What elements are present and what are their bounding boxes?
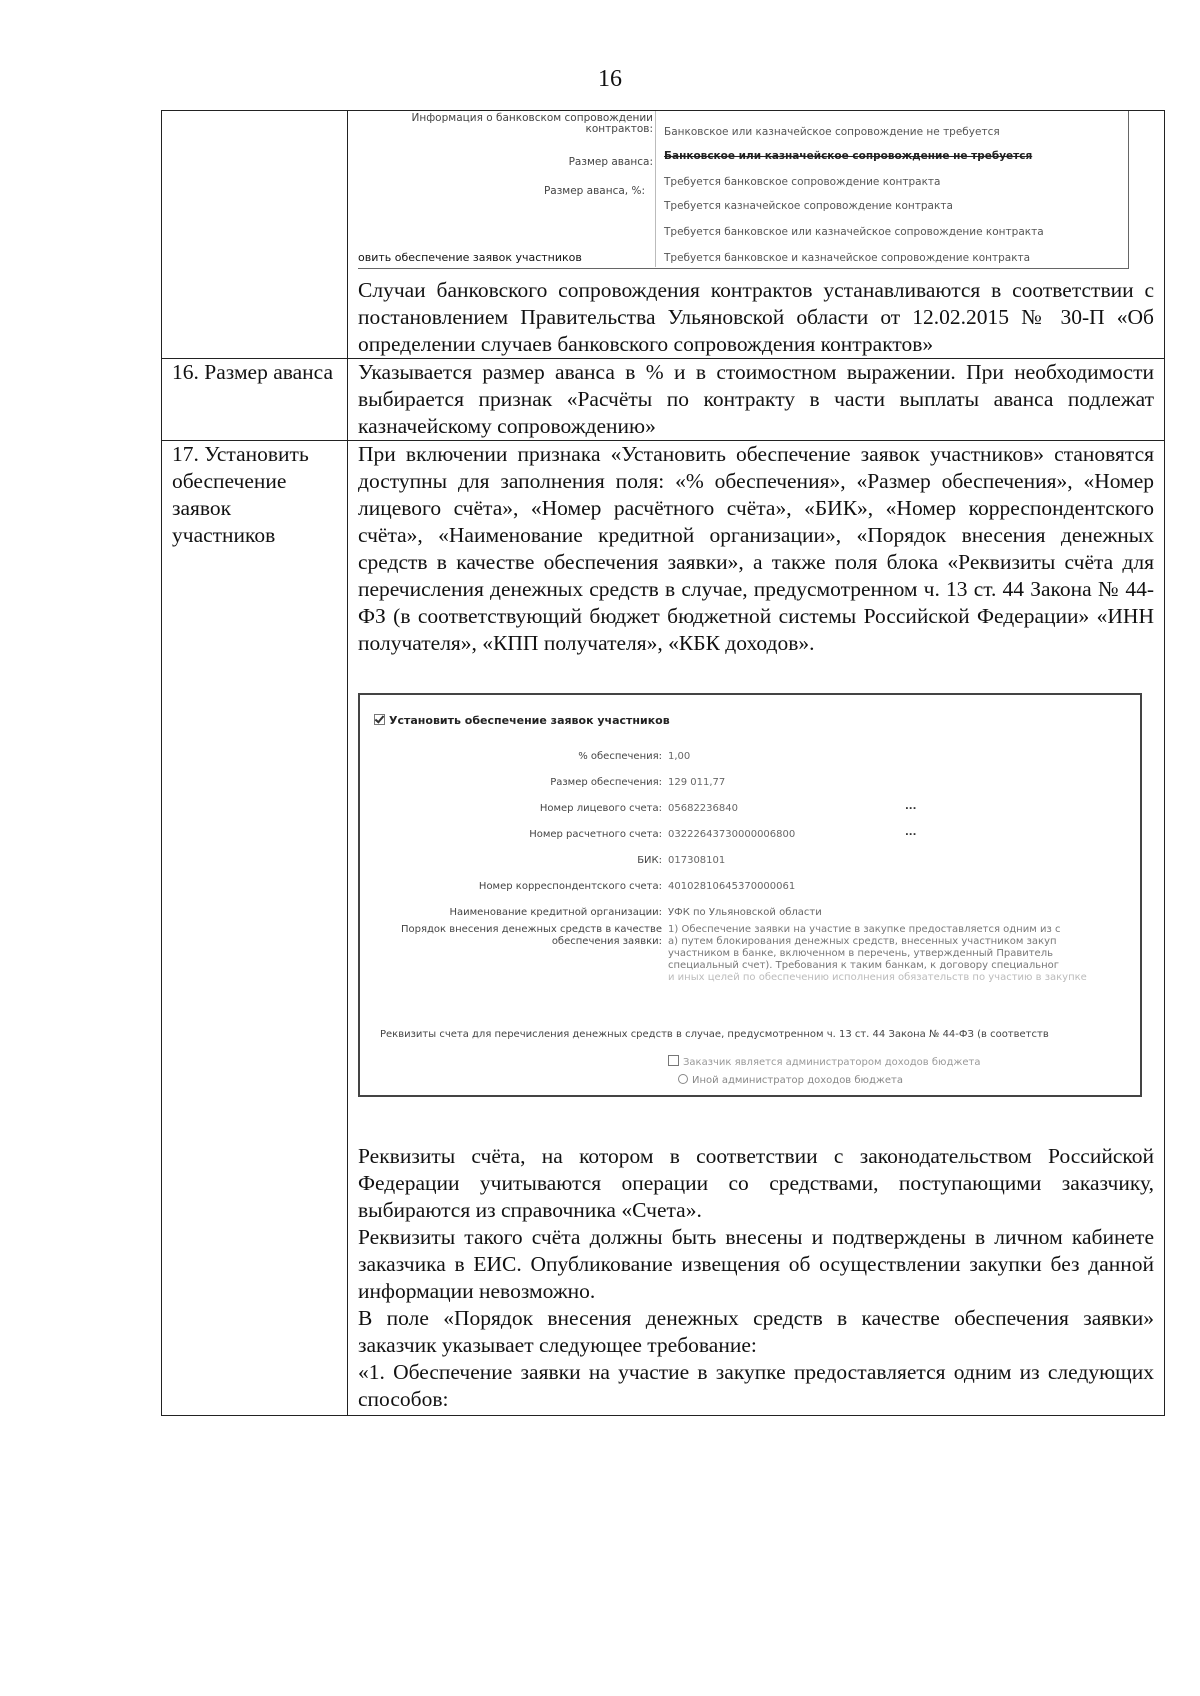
bank-support-screenshot (358, 111, 1154, 271)
radio-icon[interactable] (678, 1074, 688, 1084)
dropdown-option[interactable]: Банковское или казначейское сопровождение не требуется (664, 126, 1000, 138)
security-intro-text: При включении признака «Установить обеспечение заявок участников» становятся доступны для заполнения поля: «% обеспечения», «Размер обеспечения», «Номер лицевого счёта», «Номер расчётного счёта», «БИК», «Номер корреспондентского счёта», «Наименование кредитной организации», «Порядок внесения денежных средств в качестве обеспечения заявки», а также поля блока «Реквизиты счёта для перечисления денежных средств в случае, предусмотренном ч. 13 ст. 44 Закона № 44-ФЗ (в соответствующий бюджет бюджетной системы Российской Федерации» «ИНН получателя», «КПП получателя», «КБК доходов». (358, 442, 1154, 655)
dropdown-option-selected[interactable]: Банковское или казначейское сопровождение не требуется (664, 150, 1033, 162)
row-16-label: 16. Размер аванса (162, 359, 348, 441)
lookup-button[interactable]: ... (905, 801, 917, 812)
field-value[interactable]: 129 011,77 (668, 777, 726, 788)
dropdown-option[interactable]: Требуется банковское и казначейское сопровождение контракта (664, 252, 1031, 264)
bank-support-text: Случаи банковского сопровождения контрактов устанавливаются в соответствии с постановлением Правительства Ульяновской области от 12.02.2015 № 30-П «Об определении случаев банковского сопровождения контрактов» (358, 278, 1154, 356)
order-textarea[interactable] (668, 924, 1142, 984)
advance-percent-label: Размер аванса, %: (543, 185, 645, 197)
order-line: а) путем блокирования денежных средств, внесенных участником закуп (668, 936, 1057, 947)
field-label: Номер расчетного счета: (529, 829, 662, 840)
order-label: Порядок внесения денежных средств в качестве обеспечения заявки: (401, 924, 662, 947)
form-field-row (360, 769, 1140, 788)
para-eis: Реквизиты такого счёта должны быть внесены и подтверждены в личном кабинете заказчика в ЕИС. Опубликование извещения об осуществлении закупки без данной информации невозможно. (358, 1225, 1154, 1303)
security-form-screenshot (358, 693, 1142, 1097)
field-value[interactable]: 40102810645370000061 (668, 881, 796, 892)
advance-size-label: Размер аванса: (568, 156, 653, 168)
field-value[interactable]: 05682236840 (668, 803, 738, 814)
set-security-checkbox-row[interactable] (374, 707, 670, 734)
para-order-field: В поле «Порядок внесения денежных средств в качестве обеспечения заявки» заказчик указывает следующее требование: (358, 1306, 1154, 1357)
row-17-label: 17. Установить обеспечение заявок участников (162, 441, 348, 1416)
lookup-button[interactable]: ... (905, 827, 917, 838)
form-field-row (360, 821, 1140, 840)
order-line: 1) Обеспечение заявки на участие в закупке предоставляется одним из с (668, 924, 1061, 935)
advance-size-text: Указывается размер аванса в % и в стоимостном выражении. При необходимости выбирается признак «Расчёты по контракту в части выплаты аванса подлежат казначейскому сопровождению» (358, 360, 1154, 438)
radio-label: Иной администратор доходов бюджета (692, 1075, 903, 1086)
form-field-row (360, 743, 1140, 762)
bank-support-dropdown[interactable] (655, 111, 1126, 267)
field-label: Наименование кредитной организации: (449, 907, 662, 918)
checkbox-checked-icon[interactable] (374, 714, 385, 725)
field-label: % обеспечения: (578, 751, 662, 762)
para-requirement: «1. Обеспечение заявки на участие в закупке предоставляется одним из следующих способов: (358, 1360, 1154, 1411)
set-security-cut-label: овить обеспечение заявок участников (358, 251, 582, 264)
order-line: и иных целей по обеспечению исполнения обязательств по участию в закупке (668, 972, 1087, 983)
dropdown-option[interactable]: Требуется банковское сопровождение контракта (664, 176, 941, 188)
requirements-table (161, 110, 1165, 1416)
page-number: 16 (598, 66, 622, 92)
content-cell (348, 359, 1165, 441)
field-label: Номер корреспондентского счета: (478, 881, 662, 892)
form-field-row (360, 873, 1140, 892)
content-cell (348, 111, 1165, 359)
para-accounts: Реквизиты счёта, на котором в соответствии с законодательством Российской Федерации учитываются операции со средствами, поступающими заказчику, выбираются из справочника «Счета». (358, 1144, 1154, 1222)
field-value[interactable]: 1,00 (668, 751, 691, 762)
dropdown-option[interactable]: Требуется банковское или казначейское сопровождение контракта (664, 226, 1044, 238)
rekvizity-heading: Реквизиты счета для перечисления денежных средств в случае, предусмотренном ч. 13 ст. 44 Закона № 44-ФЗ (в соответств (380, 1029, 1049, 1040)
order-line: специальный счет). Требования к таким банкам, к договору специальног (668, 960, 1060, 971)
order-line: участником в банке, включенном в перечень, утвержденный Правитель (668, 948, 1053, 959)
field-label: Размер обеспечения: (550, 777, 662, 788)
field-value[interactable]: 017308101 (668, 855, 726, 866)
table-row (162, 359, 1165, 441)
form-field-row (360, 899, 1140, 918)
field-label: БИК: (637, 855, 662, 866)
table-row (162, 441, 1165, 1416)
dropdown-option[interactable]: Требуется казначейское сопровождение контракта (664, 200, 953, 212)
table-row (162, 111, 1165, 359)
form-field-row (360, 847, 1140, 866)
radio-label: Заказчик является администратором доходов бюджета (683, 1057, 981, 1068)
field-value[interactable]: УФК по Ульяновской области (668, 907, 822, 918)
radio-row[interactable] (678, 1067, 1142, 1086)
set-security-checkbox-label: Установить обеспечение заявок участников (389, 714, 670, 727)
field-label: Номер лицевого счета: (539, 803, 662, 814)
radio-row[interactable] (668, 1049, 1142, 1068)
field-value[interactable]: 03222643730000006800 (668, 829, 796, 840)
form-field-row (360, 795, 1140, 814)
bank-support-label: Информация о банковском сопровождении контрактов: (411, 112, 653, 135)
checkbox-unchecked-icon[interactable] (668, 1055, 679, 1066)
content-cell (348, 441, 1165, 1416)
label-cell (162, 111, 348, 359)
